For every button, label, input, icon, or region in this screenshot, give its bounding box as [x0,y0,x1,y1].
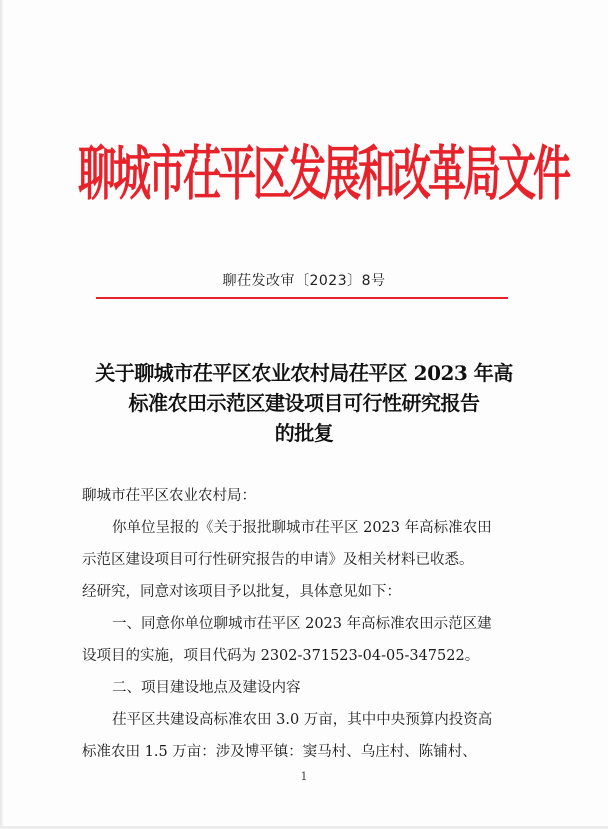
body-line: 你单位呈报的《关于报批聊城市茌平区 2023 年高标准农田 [112,520,492,536]
body-line: 茌平区共建设高标准农田 3.0 万亩，其中中央预算内投资高 [112,712,493,728]
red-divider-line [96,297,508,299]
title-line-1: 关于聊城市茌平区农业农村局茌平区 2023 年高 [95,361,513,385]
document-body [82,480,522,768]
body-line: 一、同意你单位聊城市茌平区 2023 年高标准农田示范区建 [112,616,492,632]
scan-edge-left [0,0,4,829]
title-line-2: 标准农田示范区建设项目可行性研究报告 [128,391,480,415]
body-line: 设项目的实施，项目代码为 2302-371523-04-05-347522。 [82,648,480,664]
body-line: 二、项目建设地点及建设内容 [112,680,301,696]
red-masthead: 聊城市茌平区发展和改革局文件 [78,138,569,209]
document-number: 聊茌发改审〔2023〕8号 [222,273,386,289]
salutation: 聊城市茌平区农业农村局： [82,488,256,504]
body-line: 示范区建设项目可行性研究报告的申请》及相关材料已收悉。 [82,552,474,568]
title-line-3: 的批复 [274,421,334,445]
document-title [60,358,548,448]
page-number: 1 [300,770,308,783]
body-line: 标准农田 1.5 万亩：涉及博平镇：窦马村、乌庄村、陈铺村、 [82,744,477,760]
body-line: 经研究，同意对该项目予以批复，具体意见如下： [82,584,401,600]
